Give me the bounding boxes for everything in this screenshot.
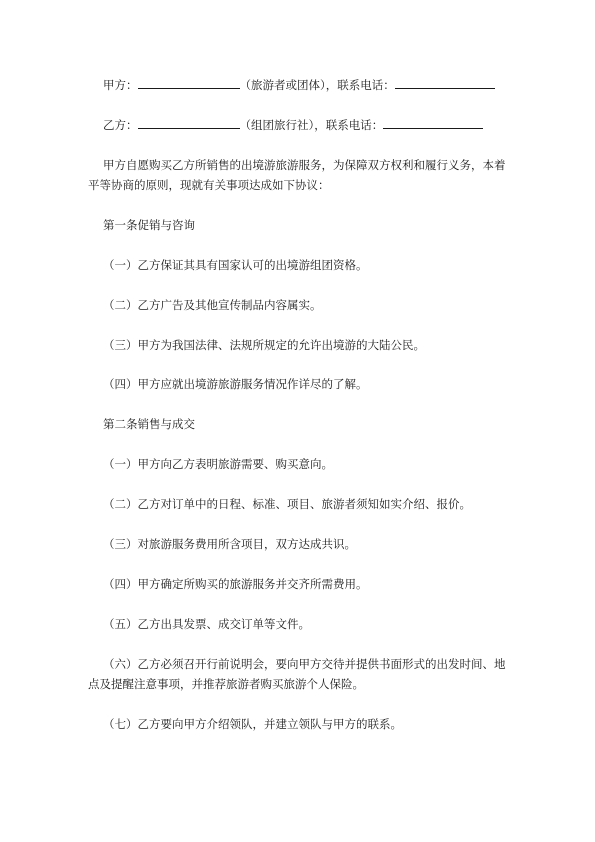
section-2-title: 第二条销售与成交 (103, 417, 195, 431)
party-a-line (103, 78, 495, 92)
section-2-item: （四）甲方确定所购买的旅游服务并交齐所需费用。 (103, 577, 368, 591)
section-2-item-6-line-1: （六）乙方必须召开行前说明会，要向甲方交待并提供书面形式的出发时间、地 (103, 657, 506, 671)
section-1-item: （一）乙方保证其具有国家认可的出境游组团资格。 (103, 258, 368, 272)
party-b-phone-blank (383, 118, 483, 129)
section-1-item: （四）甲方应就出境游旅游服务情况作详尽的了解。 (103, 377, 368, 391)
section-2-item: （二）乙方对订单中的日程、标准、项目、旅游者须知如实介绍、报价。 (103, 497, 471, 511)
party-a-name-blank (138, 78, 240, 89)
party-b-note: （组团旅行社），联系电话： (239, 118, 384, 132)
section-2-item: （三）对旅游服务费用所含项目，双方达成共识。 (103, 537, 356, 551)
intro-line-2: 平等协商的原则，现就有关事项达成如下协议： (88, 178, 330, 192)
party-a-label: 甲方： (103, 78, 138, 92)
party-b-label: 乙方： (103, 118, 138, 132)
party-b-line (103, 118, 483, 132)
section-1-item: （二）乙方广告及其他宣传制品内容属实。 (103, 298, 322, 312)
section-2-item: （五）乙方出具发票、成交订单等文件。 (103, 617, 310, 631)
party-a-phone-blank (395, 78, 495, 89)
section-2-item-6-line-2: 点及提醒注意事项，并推荐旅游者购买旅游个人保险。 (88, 677, 364, 691)
section-1-item: （三）甲方为我国法律、法规所规定的允许出境游的大陆公民。 (103, 338, 425, 352)
section-2-item: （一）甲方向乙方表明旅游需要、购买意向。 (103, 457, 333, 471)
party-b-name-blank (138, 118, 240, 129)
party-a-note: （旅游者或团体），联系电话： (239, 78, 395, 92)
section-2-item-7: （七）乙方要向甲方介绍领队，并建立领队与甲方的联系。 (103, 717, 402, 731)
intro-line-1: 甲方自愿购买乙方所销售的出境游旅游服务，为保障双方权利和履行义务，本着 (103, 158, 506, 172)
section-1-title: 第一条促销与咨询 (103, 218, 195, 232)
